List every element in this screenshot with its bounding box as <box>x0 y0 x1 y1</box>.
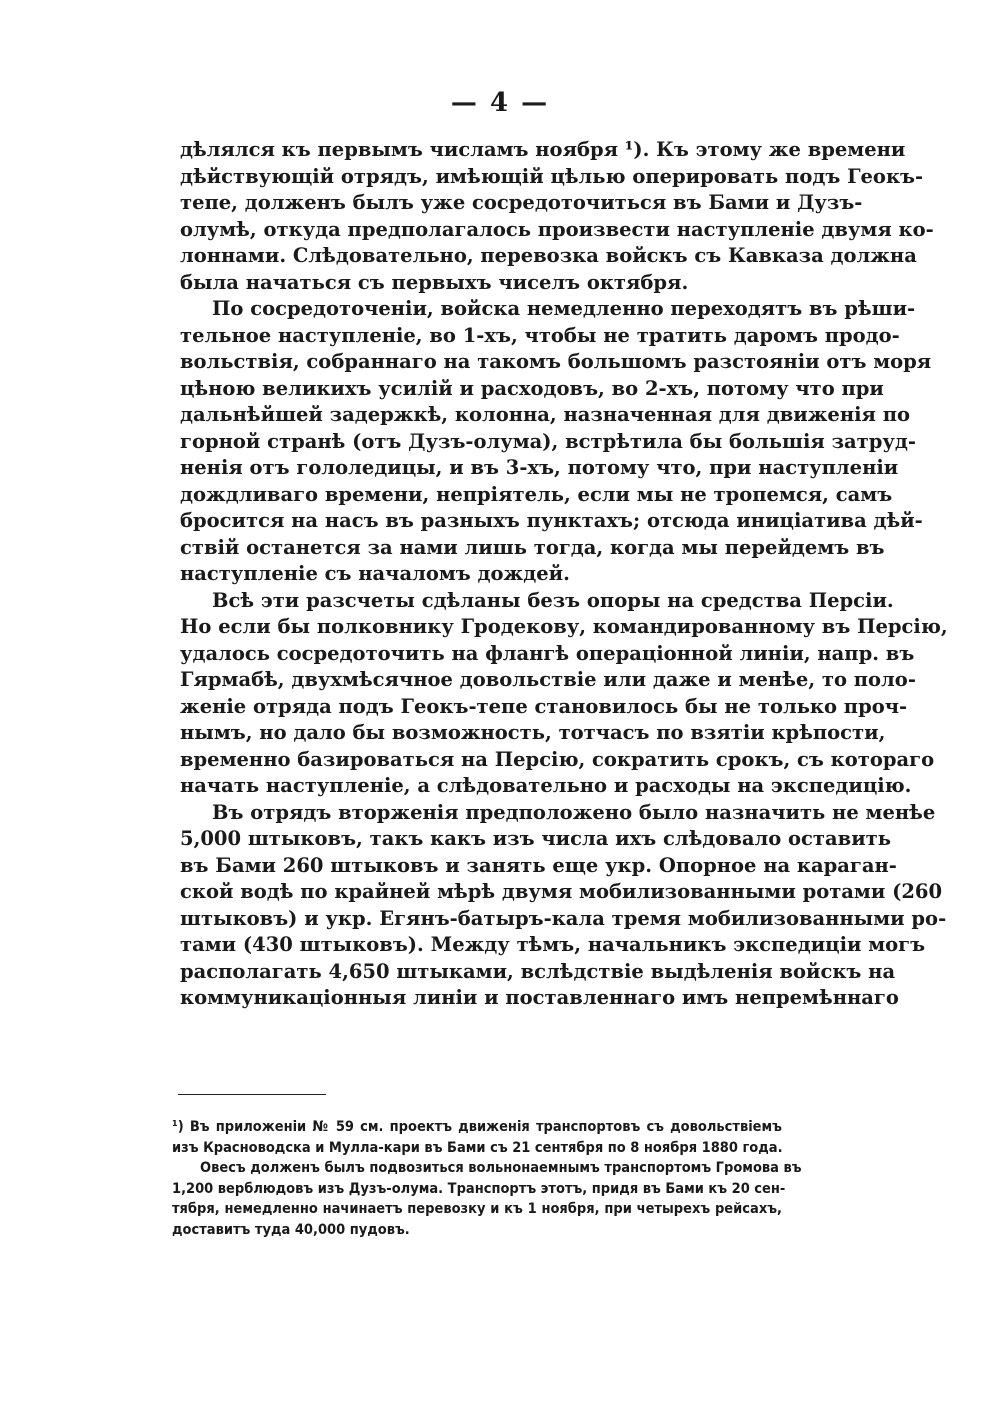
footnote-line: тября, немедленно начинаетъ перевозку и къ 1 ноября, при четырехъ рейсахъ, <box>172 1201 782 1217</box>
paragraph-4 <box>180 800 947 1012</box>
footnote-line: 1,200 верблюдовъ изъ Дузъ-олума. Транспортъ этотъ, придя въ Бами къ 20 сен- <box>172 1180 786 1197</box>
text-line: цѣною великихъ усилій и расходовъ, во 2-хъ, потому что при <box>180 376 884 400</box>
text-line: дальнѣйшей задержкѣ, колонна, назначенная для движенія по <box>180 403 910 426</box>
text-line: начать наступленіе, а слѣдовательно и расходы на экспедицію. <box>180 774 912 797</box>
text-line: дождливаго времени, непріятель, если мы не тропемся, самъ <box>180 482 893 506</box>
text-line: олумѣ, откуда предполагалось произвести наступленіе двумя ко- <box>180 217 934 241</box>
text-line: Но если бы полковнику Гродекову, командированному въ Персію, <box>180 615 948 638</box>
page-number: — 4 — <box>450 88 550 118</box>
text-line: 5,000 штыковъ, такъ какъ изъ числа ихъ слѣдовало оставить <box>180 827 891 850</box>
text-line: удалось сосредоточить на флангѣ операціонной линіи, напр. въ <box>180 641 915 665</box>
footnote-line: изъ Красноводска и Мулла-кари въ Бами съ 21 сентября по 8 ноября 1880 года. <box>172 1139 783 1156</box>
text-line: вольствія, собраннаго на такомъ большомъ разстояніи отъ моря <box>180 350 932 373</box>
footnote-1 <box>172 1117 782 1158</box>
text-line: дѣлялся къ первымъ числамъ ноября ¹). Къ этому же времени <box>180 138 906 161</box>
text-line: ской водѣ по крайней мѣрѣ двумя мобилизованными ротами (260 <box>180 880 943 903</box>
text-line: располагать 4,650 штыками, вслѣдствіе выдѣленія войскъ на <box>180 959 896 983</box>
main-text <box>180 137 948 1012</box>
text-line: нымъ, но дало бы возможность, тотчасъ по взятіи крѣпости, <box>180 721 886 744</box>
text-line: въ Бами 260 штыковъ и занять еще укр. Опорное на караган- <box>180 853 897 877</box>
paragraph-2 <box>180 296 932 588</box>
text-line: была начаться съ первыхъ чиселъ октября. <box>180 270 689 294</box>
text-line: штыковъ) и укр. Егянъ-батыръ-кала тремя мобилизованными ро- <box>180 906 947 930</box>
footnote-divider <box>178 1094 326 1095</box>
text-line: дѣйствующій отрядъ, имѣющій цѣлью оперировать подъ Геокъ- <box>180 164 924 188</box>
text-line: По сосредоточеніи, войска немедленно переходятъ въ рѣши- <box>212 297 916 320</box>
text-line: лоннами. Слѣдовательно, перевозка войскъ съ Кавказа должна <box>180 244 917 267</box>
paragraph-1 <box>180 137 934 296</box>
text-line: тельное наступленіе, во 1-хъ, чтобы не тратить даромъ продо- <box>180 323 900 347</box>
text-line: наступленіе съ началомъ дождей. <box>180 562 570 585</box>
text-line: тами (430 штыковъ). Между тѣмъ, начальникъ экспедиціи могъ <box>180 933 926 956</box>
text-line: Въ отрядъ вторженія предположено было назначить не менѣе <box>212 800 936 824</box>
footnote-2 <box>172 1158 802 1240</box>
text-line: Всѣ эти разсчеты сдѣланы безъ опоры на средства Персіи. <box>212 588 894 612</box>
text-line: временно базироваться на Персію, сократить срокъ, съ котораго <box>180 747 935 771</box>
footnote-line: доставитъ туда 40,000 пудовъ. <box>172 1221 410 1238</box>
text-line: бросится на насъ въ разныхъ пунктахъ; отсюда иниціатива дѣй- <box>180 509 923 532</box>
text-line: тепе, долженъ былъ уже сосредоточиться въ Бами и Дузъ- <box>180 191 863 214</box>
text-line: Гярмабѣ, двухмѣсячное довольствіе или даже и менѣе, то поло- <box>180 668 916 691</box>
text-line: коммуникаціонныя линіи и поставленнаго имъ непремѣннаго <box>180 986 899 1009</box>
footnote-line: Овесъ долженъ былъ подвозиться вольнонаемнымъ транспортомъ Громова въ <box>200 1160 802 1176</box>
text-line: ствій останется за нами лишь тогда, когда мы перейдемъ въ <box>180 535 885 559</box>
text-line: женіе отряда подъ Геокъ-тепе становилось бы не только проч- <box>180 694 908 718</box>
text-line: горной странѣ (отъ Дузъ-олума), встрѣтила бы большія затруд- <box>180 429 916 453</box>
text-line: ненія отъ гололедицы, и въ 3-хъ, потому что, при наступленіи <box>180 456 899 479</box>
paragraph-3 <box>180 588 948 800</box>
footnote-line: ¹) Въ приложеніи № 59 см. проектъ движенія транспортовъ съ довольствіемъ <box>172 1119 782 1135</box>
footnotes <box>172 1117 802 1240</box>
